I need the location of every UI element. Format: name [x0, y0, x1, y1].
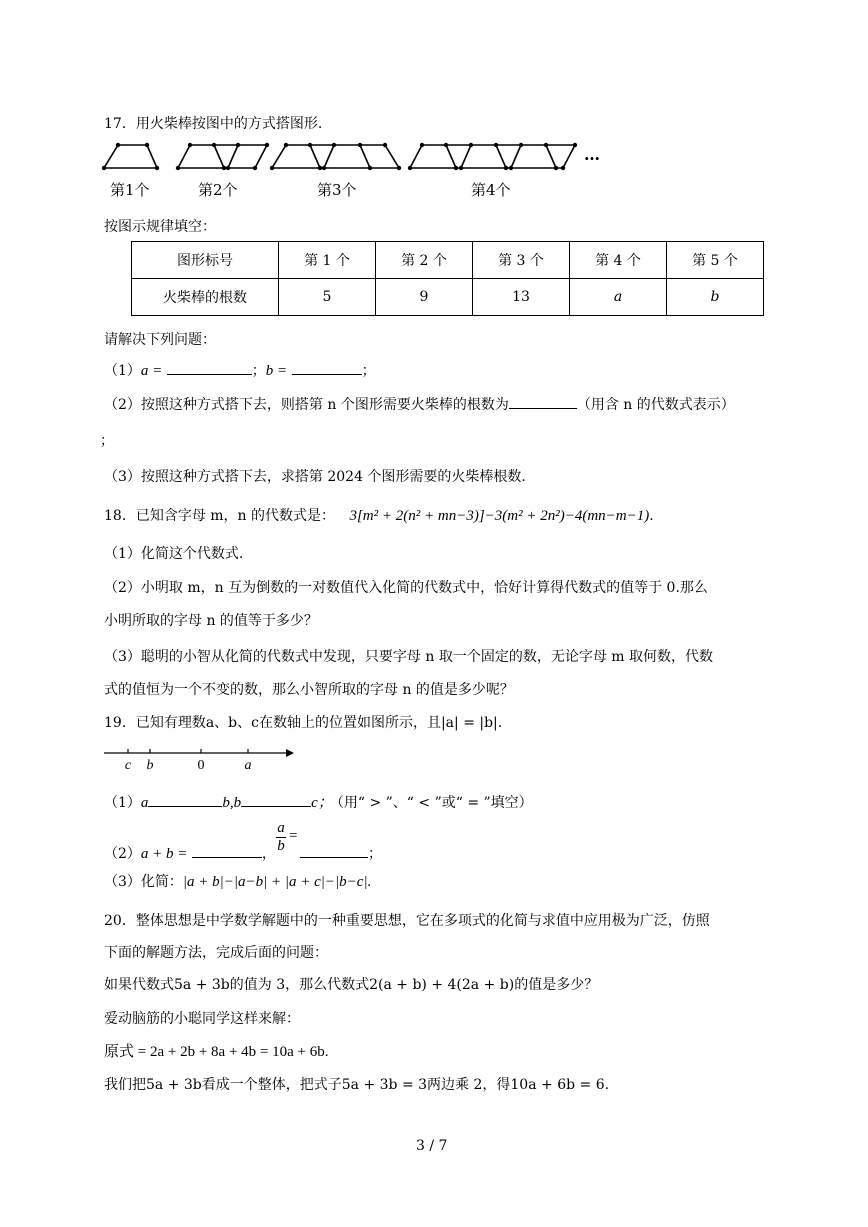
table-cell: 第 1 个	[279, 242, 376, 279]
sub1-prefix: （1）	[104, 795, 141, 811]
q17-sub2-semicolon: ；	[100, 433, 114, 449]
answer-blank-sum[interactable]	[192, 843, 262, 858]
q19-sub2-blank	[300, 843, 382, 863]
table-cell: 5	[279, 279, 376, 316]
figure-3	[272, 145, 399, 168]
answer-blank-n[interactable]	[509, 394, 577, 409]
fraction-denominator: b	[277, 838, 285, 854]
answer-blank-ratio[interactable]	[300, 843, 368, 858]
table-cell: b	[667, 279, 764, 316]
q17-sub3: （3）按照这种方式搭下去，求搭第 2024 个图形需要的火柴棒根数.	[104, 469, 526, 485]
sub1-prefix: （1）	[104, 363, 141, 379]
q19-sub2	[104, 843, 276, 863]
table-cell: 9	[376, 279, 473, 316]
sub1-hint: （用“ > ”、“ < ”或“ = ”填空）	[336, 795, 533, 811]
figure-1	[104, 145, 157, 168]
sub1-end: ；	[361, 363, 376, 379]
table-cell: 13	[473, 279, 570, 316]
sub2-prefix: （2）	[104, 846, 141, 862]
axis-label-c: c	[124, 758, 132, 773]
q18-title	[104, 505, 654, 525]
axis-label-b: b	[146, 758, 154, 773]
q18-sub1: （1）化简这个代数式.	[104, 546, 244, 562]
fraction-a-over-b	[276, 820, 286, 854]
answer-blank-bc[interactable]	[241, 792, 311, 807]
sub1-a: a	[140, 795, 149, 811]
q20-line4: 爱动脑筋的小聪同学这样来解：	[104, 1011, 300, 1027]
sub3-prefix: （3）化简：	[104, 874, 183, 890]
answer-blank-ab[interactable]	[148, 792, 222, 807]
figure-4	[410, 145, 575, 168]
table-cell: a	[570, 279, 667, 316]
sub3-expr: |a + b|−|a−b| + |a + c|−|b−c|.	[182, 874, 372, 890]
sub1-b-label: b =	[265, 363, 288, 379]
sub1-bb: b,b	[222, 795, 242, 811]
q19-title: 19．已知有理数a、b、c在数轴上的位置如图所示，且|a| = |b|.	[104, 715, 503, 731]
q17-sub1	[104, 360, 376, 380]
q19-sub1	[104, 791, 533, 812]
q18-sub3-line1: （3）聪明的小智从化简的代数式中发现，只要字母 n 取一个固定的数，无论字母 m 取何数，代数	[104, 649, 713, 665]
table-cell: 第 2 个	[376, 242, 473, 279]
matchstick-table	[131, 241, 764, 316]
figure-2	[178, 145, 267, 168]
figure-ellipsis: …	[584, 145, 600, 164]
sub1-sep: ；	[251, 363, 266, 379]
q20-line6: 我们把5a + 3b看成一个整体，把式子5a + 3b = 3两边乘 2，得10a + 6b = 6.	[104, 1077, 610, 1093]
fraction-numerator: a	[277, 820, 285, 836]
q19-sub3	[104, 871, 371, 891]
q18-expression: 3[m² + 2(n² + mn−3)]−3(m² + 2n²)−4(mn−m−1)	[349, 508, 650, 524]
page-number: 3 / 7	[416, 1138, 448, 1154]
sub1-a-label: a =	[140, 363, 163, 379]
table-row	[132, 242, 764, 279]
q17-prompt: 请解决下列问题：	[104, 332, 216, 348]
q20-line1: 20．整体思想是中学数学解题中的一种重要思想，它在多项式的化简与求值中应用极为广泛，仿照	[104, 913, 710, 929]
sub2-comma: ，	[261, 846, 276, 862]
q20-line2: 下面的解题方法，完成后面的问题：	[104, 945, 328, 961]
table-cell: 第 5 个	[667, 242, 764, 279]
q20-line3: 如果代数式5a + 3b的值为 3，那么代数式2(a + b) + 4(2a + b)的值是多少？	[104, 977, 599, 993]
q17-sub2	[104, 394, 735, 414]
sub2-end: ；	[368, 846, 382, 862]
table-cell: 火柴棒的根数	[132, 279, 279, 316]
axis-label-a: a	[244, 758, 252, 773]
q18-expr-end: .	[649, 508, 654, 524]
table-cell: 第 4 个	[570, 242, 667, 279]
table-row	[132, 279, 764, 316]
answer-blank-b[interactable]	[292, 360, 362, 375]
figure-label-3: 第3个	[317, 181, 357, 199]
answer-blank-a[interactable]	[167, 360, 252, 375]
q20-line5: 原式 = 2a + 2b + 8a + 4b = 10a + 6b.	[104, 1044, 329, 1060]
q18-sub3-line2: 式的值恒为一个不变的数，那么小智所取的字母 n 的值是多少呢？	[104, 682, 514, 698]
axis-label-0: 0	[197, 758, 205, 773]
table-cell: 图形标号	[132, 242, 279, 279]
q18-title-text: 18．已知含字母 m，n 的代数式是：	[104, 508, 336, 524]
matchstick-figures	[100, 138, 620, 198]
number-line	[100, 743, 300, 773]
q17-title: 17．用火柴棒按图中的方式搭图形.	[104, 116, 323, 132]
figure-label-1: 第1个	[110, 181, 150, 199]
fraction-eq: =	[289, 828, 298, 844]
table-cell: 第 3 个	[473, 242, 570, 279]
figure-label-2: 第2个	[198, 181, 238, 199]
q18-sub2-line1: （2）小明取 m，n 互为倒数的一对数值代入化简的代数式中，恰好计算得代数式的值等于 0.那么	[104, 580, 708, 596]
q18-sub2-line2: 小明所取的字母 n 的值等于多少？	[104, 613, 318, 629]
q17-instruction: 按图示规律填空：	[104, 219, 216, 235]
sub2-after: （用含 n 的代数式表示）	[576, 397, 735, 413]
sub2-text: （2）按照这种方式搭下去，则搭第 n 个图形需要火柴棒的根数为	[104, 397, 509, 413]
figure-label-4: 第4个	[471, 181, 511, 199]
sub1-c: c；	[311, 795, 333, 811]
sub2-expr: a + b =	[140, 846, 188, 862]
